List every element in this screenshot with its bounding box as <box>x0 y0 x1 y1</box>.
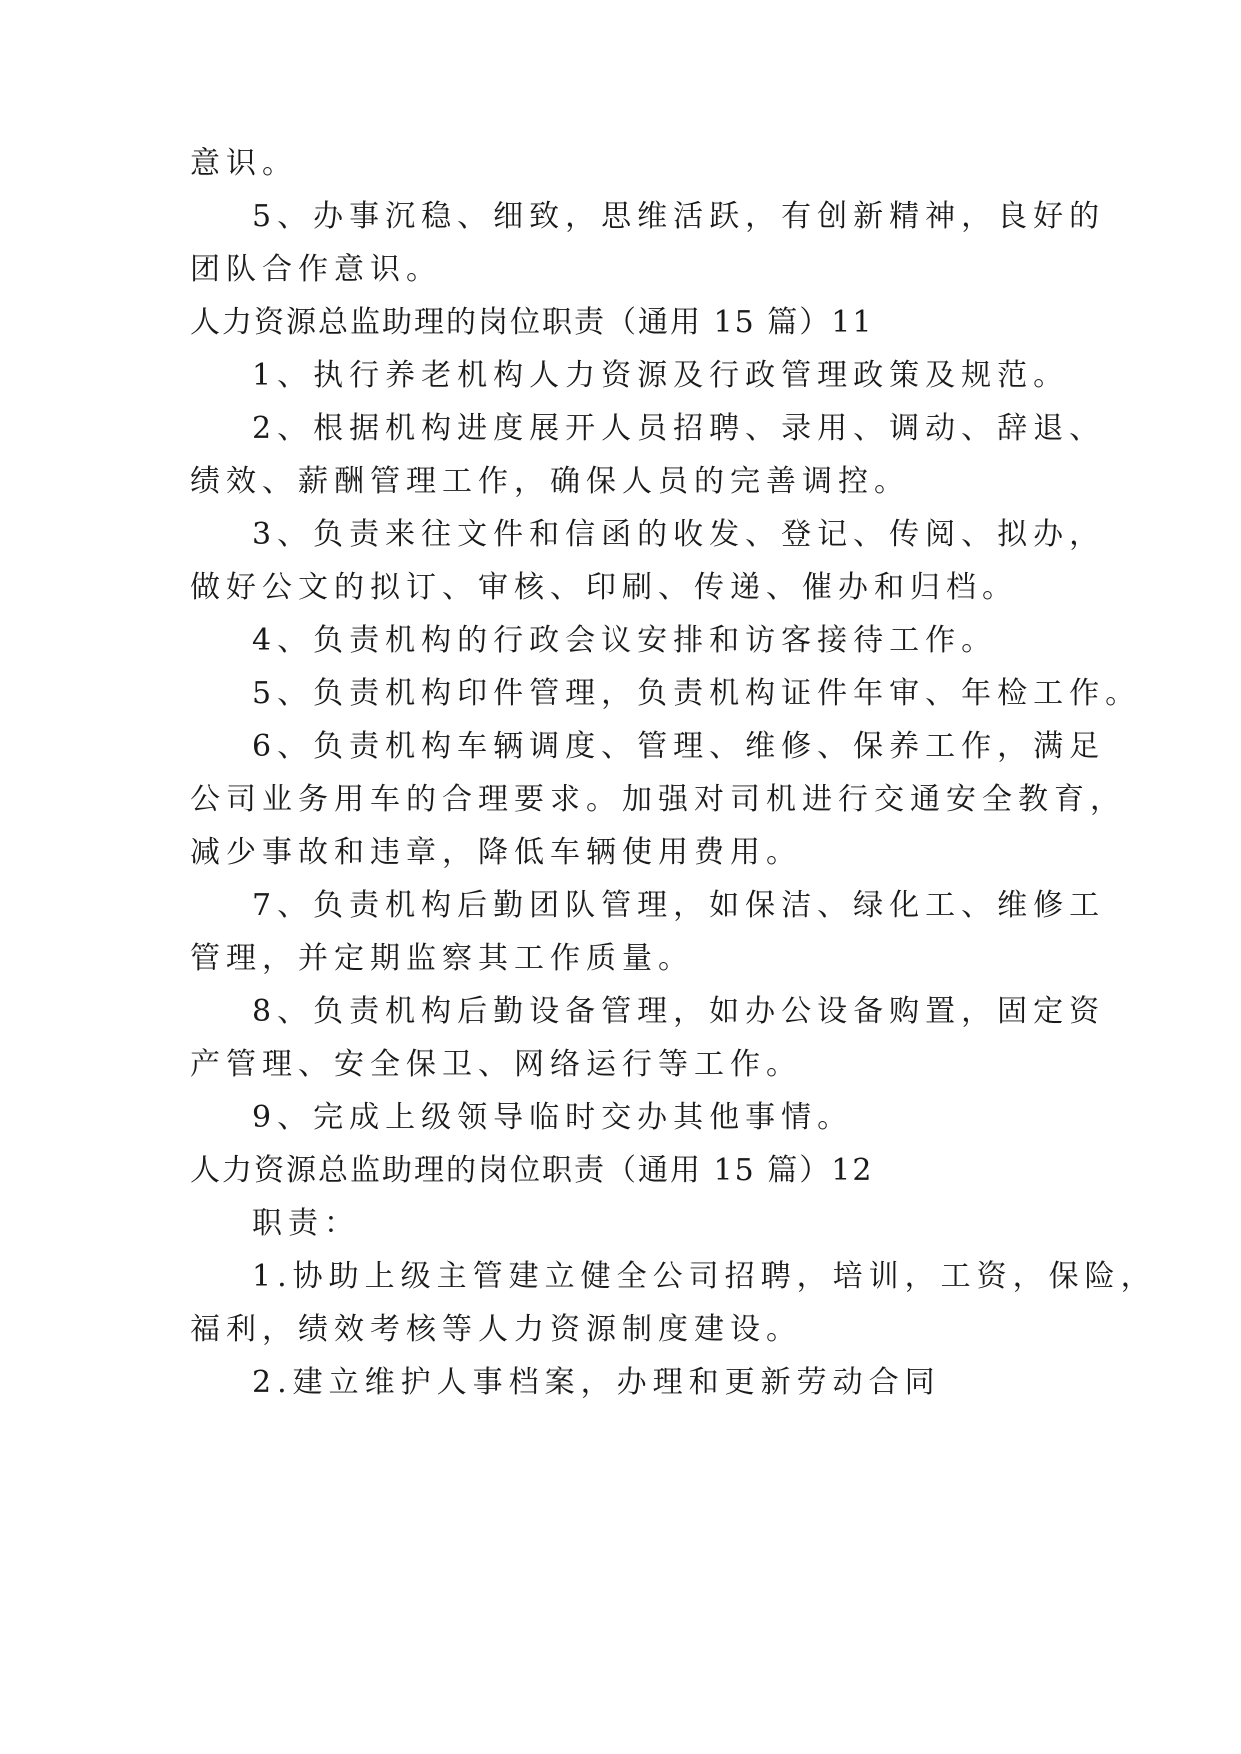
text-line: 做好公文的拟订、审核、印刷、传递、催办和归档。 <box>190 570 1018 605</box>
text-line: 1、执行养老机构人力资源及行政管理政策及规范。 <box>252 358 1070 393</box>
text-line: 2、根据机构进度展开人员招聘、录用、调动、辞退、 <box>252 411 1106 446</box>
text-line: 2.建立维护人事档案，办理和更新劳动合同 <box>252 1365 941 1400</box>
text-line: 绩效、薪酬管理工作，确保人员的完善调控。 <box>190 464 910 499</box>
text-line: 管理，并定期监察其工作质量。 <box>190 941 694 976</box>
text-line: 减少事故和违章，降低车辆使用费用。 <box>190 835 802 870</box>
text-line: 意识。 <box>190 146 298 181</box>
text-line: 8、负责机构后勤设备管理，如办公设备购置，固定资 <box>252 994 1106 1029</box>
section-heading: 人力资源总监助理的岗位职责（通用 15 篇）11 <box>190 305 874 340</box>
text-line: 福利，绩效考核等人力资源制度建设。 <box>190 1312 802 1347</box>
text-line: 4、负责机构的行政会议安排和访客接待工作。 <box>252 623 998 658</box>
text-line: 产管理、安全保卫、网络运行等工作。 <box>190 1047 802 1082</box>
text-line: 6、负责机构车辆调度、管理、维修、保养工作，满足 <box>252 729 1106 764</box>
text-line: 7、负责机构后勤团队管理，如保洁、绿化工、维修工 <box>252 888 1106 923</box>
text-line: 5、负责机构印件管理，负责机构证件年审、年检工作。 <box>252 676 1142 711</box>
text-line: 职责： <box>252 1206 360 1241</box>
text-line: 5、办事沉稳、细致，思维活跃，有创新精神，良好的 <box>252 199 1106 234</box>
text-line: 3、负责来往文件和信函的收发、登记、传阅、拟办， <box>252 517 1106 552</box>
text-line: 9、完成上级领导临时交办其他事情。 <box>252 1100 854 1135</box>
text-line: 1.协助上级主管建立健全公司招聘，培训，工资，保险， <box>252 1259 1157 1294</box>
section-heading: 人力资源总监助理的岗位职责（通用 15 篇）12 <box>190 1153 874 1188</box>
text-line: 公司业务用车的合理要求。加强对司机进行交通安全教育， <box>190 782 1126 817</box>
text-line: 团队合作意识。 <box>190 252 442 287</box>
